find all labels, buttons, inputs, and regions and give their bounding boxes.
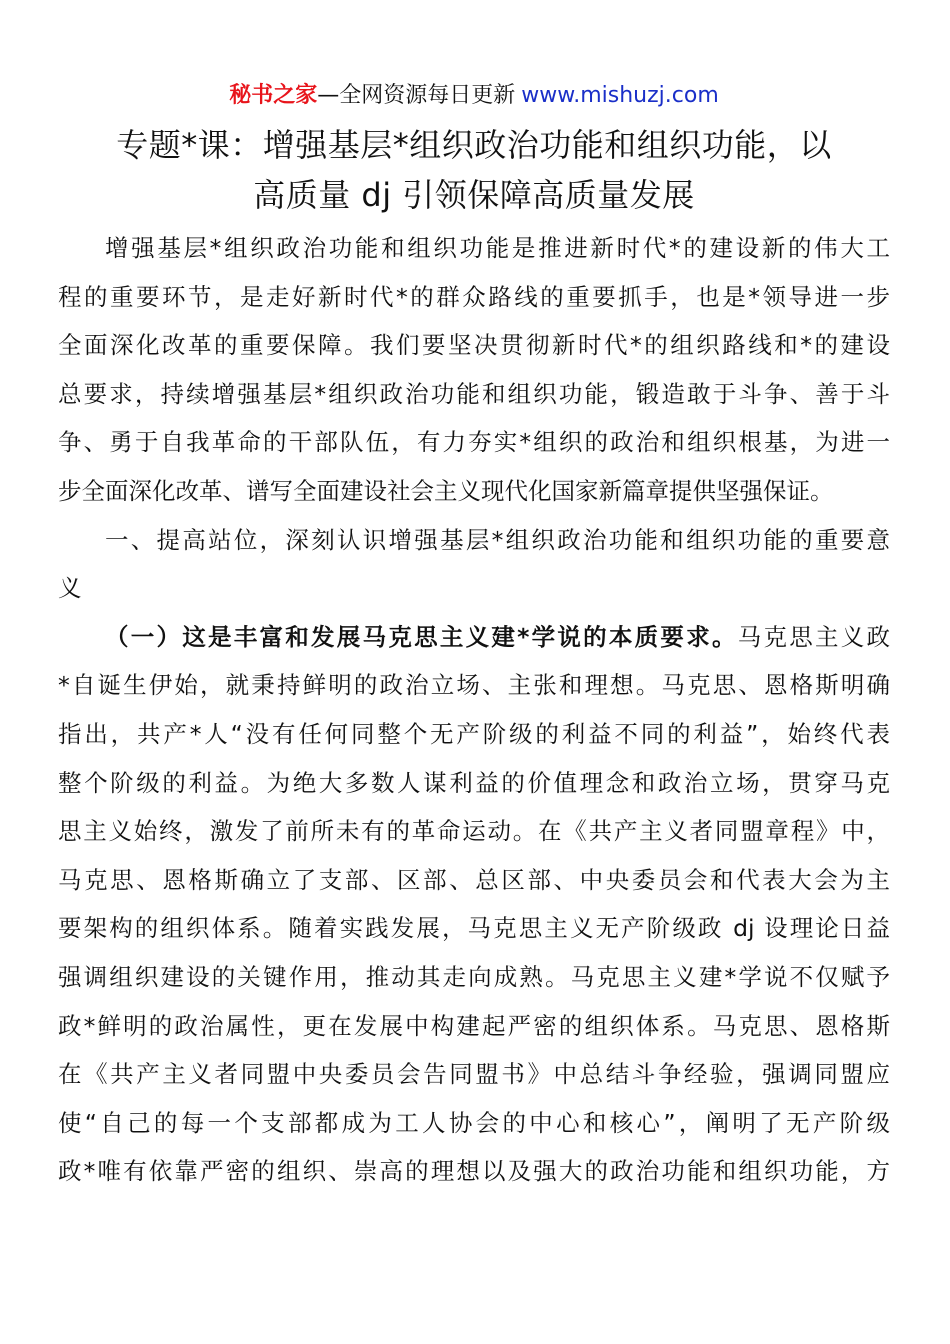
- site-header: [58, 78, 890, 114]
- intro-line: 全面深化改革的重要保障。我们要坚决贯彻新时代*的组织路线和*的建设: [58, 331, 890, 360]
- subsection-first-rest: 马克思主义政: [737, 622, 891, 651]
- title-line-2: 高质量 dj 引领保障高质量发展: [253, 176, 695, 214]
- subsection-line: 在《共产主义者同盟中央委员会告同盟书》中总结斗争经验，强调同盟应: [58, 1060, 890, 1089]
- title-line-1: 专题*课：增强基层*组织政治功能和组织功能，以: [116, 126, 832, 164]
- subsection-line: 思主义始终，激发了前所未有的革命运动。在《共产主义者同盟章程》中，: [58, 817, 890, 846]
- subsection-line: 使“自己的每一个支部都成为工人协会的中心和核心”，阐明了无产阶级: [58, 1108, 890, 1137]
- subsection-line: 马克思、恩格斯确立了支部、区部、总区部、中央委员会和代表大会为主: [58, 865, 890, 894]
- section-heading-1: [58, 516, 890, 613]
- site-tagline: —全网资源每日更新: [317, 83, 516, 108]
- intro-line: 争、勇于自我革命的干部队伍，有力夯实*组织的政治和组织根基，为进一: [58, 428, 890, 457]
- section-heading-line: 义: [58, 574, 82, 603]
- subsection-line: 指出，共产*人“没有任何同整个无产阶级的利益不同的利益”，始终代表: [58, 719, 890, 748]
- intro-line: 总要求，持续增强基层*组织政治功能和组织功能，锻造敢于斗争、善于斗: [58, 379, 890, 408]
- subsection-line: 政*唯有依靠严密的组织、崇高的理想以及强大的政治功能和组织功能，方: [58, 1157, 890, 1186]
- site-brand: 秘书之家: [229, 83, 318, 108]
- intro-line: 步全面深化改革、谱写全面建设社会主义现代化国家新篇章提供坚强保证。: [58, 476, 834, 505]
- subsection-line: 整个阶级的利益。为绝大多数人谋利益的价值理念和政治立场，贯穿马克: [58, 768, 890, 797]
- document-page: [58, 78, 890, 1196]
- intro-line: 程的重要环节，是走好新时代*的群众路线的重要抓手，也是*领导进一步: [58, 282, 890, 311]
- subsection-first-line: [58, 613, 890, 662]
- subsection-line: *自诞生伊始，就秉持鲜明的政治立场、主张和理想。马克思、恩格斯明确: [58, 671, 890, 700]
- document-title: [58, 120, 890, 220]
- subsection-line: 强调组织建设的关键作用，推动其走向成熟。马克思主义建*学说不仅赋予: [58, 962, 890, 991]
- subsection-lead: （一）这是丰富和发展马克思主义建*学说的本质要求。: [105, 622, 738, 651]
- intro-line: 增强基层*组织政治功能和组织功能是推进新时代*的建设新的伟大工: [105, 234, 890, 262]
- intro-paragraph: [58, 224, 890, 516]
- section-heading-line: 一、提高站位，深刻认识增强基层*组织政治功能和组织功能的重要意: [105, 525, 890, 554]
- site-url-link[interactable]: www.mishuzj.com: [521, 83, 719, 108]
- subsection-paragraph-1: [58, 613, 890, 1196]
- subsection-line: 要架构的组织体系。随着实践发展，马克思主义无产阶级政 dj 设理论日益: [58, 914, 890, 943]
- subsection-line: 政*鲜明的政治属性，更在发展中构建起严密的组织体系。马克思、恩格斯: [58, 1011, 890, 1040]
